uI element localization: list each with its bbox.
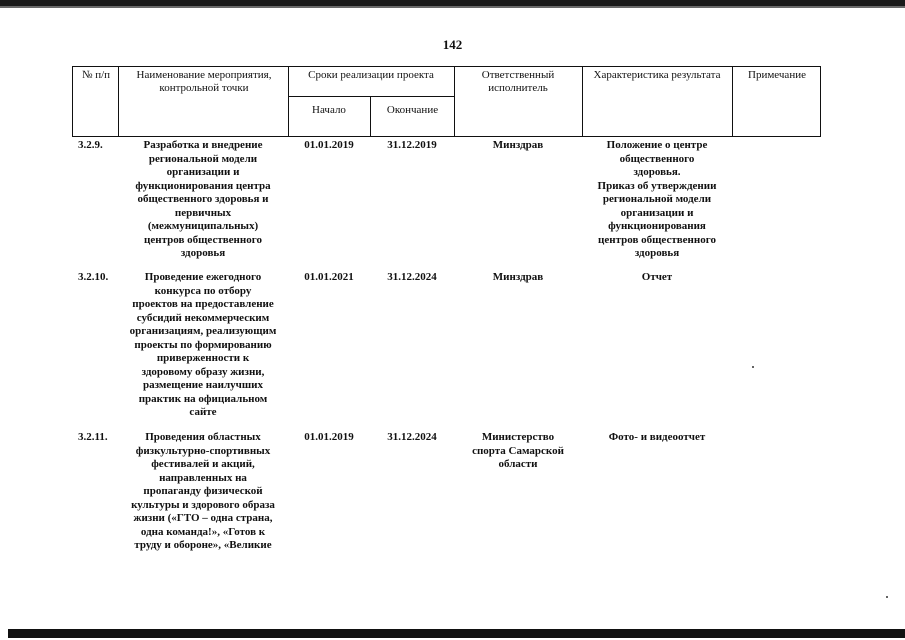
header-period: Сроки реализации проекта [308,69,434,81]
row-result: Отчет [641,271,673,283]
header-end: Окончание [386,104,439,116]
col-divider-0 [72,66,73,137]
row-name: Проведение ежегодного конкурса по отбору проектов на предоставление субсидий некоммерческим организациям, реализующим проекты по формированию приверженности к здоровому образу жизни, размещение наилучших практик на официальном сайте [129,271,277,418]
table-top-border [72,66,821,67]
col-divider-1 [118,66,119,137]
row-end: 31.12.2024 [387,271,437,283]
page-number: 142 [442,37,463,52]
header-bottom-border [72,136,821,137]
header-result: Характеристика результата [593,69,721,81]
scan-speck [752,366,754,368]
row-start: 01.01.2021 [304,271,354,283]
row-responsible: Минздрав [492,139,544,151]
header-responsible: Ответственный исполнитель [481,69,555,94]
header-name: Наименование мероприятия, контрольной точки [136,69,272,94]
col-divider-6 [732,66,733,137]
col-divider-5 [582,66,583,137]
row-responsible: Министерство спорта Самарской области [472,431,564,470]
col-divider-7 [820,66,821,137]
row-end: 31.12.2024 [387,431,437,443]
scan-border-bottom [8,629,905,638]
row-end: 31.12.2019 [387,139,437,151]
row-name: Разработка и внедрение региональной модели организации и функционирования центра общественного здоровья и первичных (межмуниципальных) центров общественного здоровья [135,139,271,259]
row-responsible: Минздрав [492,271,544,283]
row-num: 3.2.11. [78,431,108,443]
row-result: Фото- и видеоотчет [608,431,706,443]
col-divider-4 [454,66,455,137]
scan-border-top-shadow [0,6,905,8]
row-start: 01.01.2019 [304,431,354,443]
header-note: Примечание [748,69,806,81]
period-split-line [288,96,454,97]
row-result: Положение о центре общественного здоровья. Приказ об утверждении региональной модели организации и функционирования центров общественного здоровья [597,139,717,259]
header-start: Начало [312,104,346,116]
header-num: № п/п [81,69,111,81]
row-name: Проведения областных физкультурно-спортивных фестивалей и акций, направленных на пропаганду физической культуры и здорового образа жизни («ГТО – одна страна, одна команда!», «Готов к труду и обороне», «Великие [131,431,275,551]
row-num: 3.2.10. [78,271,109,283]
row-num: 3.2.9. [78,139,103,151]
scan-speck [886,596,888,598]
row-start: 01.01.2019 [304,139,354,151]
